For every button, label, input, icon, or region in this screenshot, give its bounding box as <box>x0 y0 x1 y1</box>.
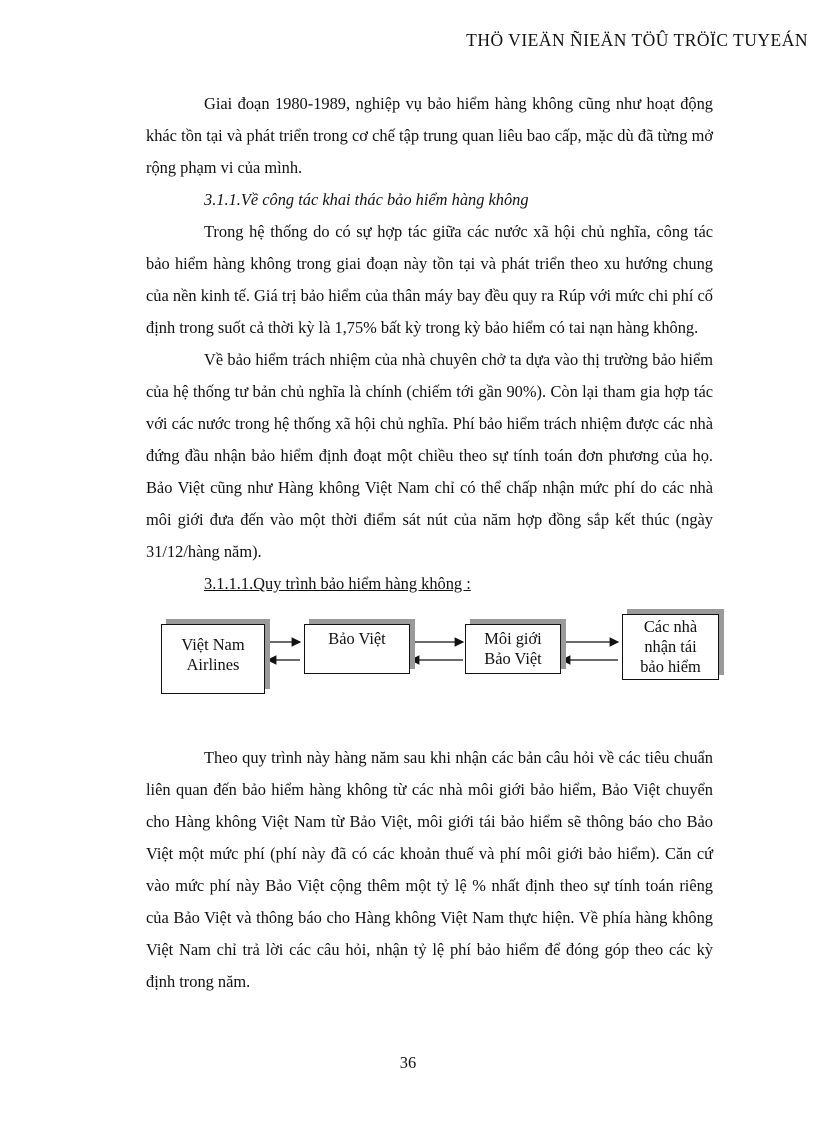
section-heading-3-1-1: 3.1.1.Về công tác khai thác bảo hiểm hàng không <box>204 190 529 209</box>
document-body <box>146 88 713 998</box>
section-heading-3-1-1-1: 3.1.1.1.Quy trình bảo hiểm hàng không : <box>204 574 471 593</box>
insurance-process-diagram <box>158 610 748 720</box>
paragraph-intro: Giai đoạn 1980-1989, nghiệp vụ bảo hiểm hàng không cũng như hoạt động khác tồn tại và phát triển trong cơ chế tập trung quan liêu bao cấp, mặc dù đã từng mở rộng phạm vi của mình. <box>146 94 713 177</box>
box-reinsurers-line2: nhận tái <box>644 637 697 656</box>
box-moi-gioi-line2: Bảo Việt <box>484 649 542 668</box>
box-vietnam-airlines <box>161 624 265 694</box>
paragraph-liability: Về bảo hiểm trách nhiệm của nhà chuyên chở ta dựa vào thị trường bảo hiểm của hệ thống tư bản chủ nghĩa là chính (chiếm tới gần 90%). Còn lại tham gia hợp tác với các nước trong hệ thống xã hội chủ nghĩa. Phí bảo hiểm trách nhiệm được các nhà đứng đầu nhận bảo hiểm định đoạt một chiều theo sự tính toán đơn phương của họ. Bảo Việt cũng như Hàng không Việt Nam chỉ có thể chấp nhận mức phí do các nhà môi giới đưa đến vào một thời điểm sát nút của năm hợp đồng sắp kết thúc (ngày 31/12/hàng năm). <box>146 350 713 561</box>
paragraph-exploitation: Trong hệ thống do có sự hợp tác giữa các nước xã hội chủ nghĩa, công tác bảo hiểm hàng không trong giai đoạn này tồn tại và phát triển theo xu hướng chung của nền kinh tế. Giá trị bảo hiểm của thân máy bay đều quy ra Rúp với mức chi phí cố định trong suốt cả thời kỳ là 1,75% bất kỳ trong kỳ bảo hiểm có tai nạn hàng không. <box>146 222 713 337</box>
paragraph-process-description: Theo quy trình này hàng năm sau khi nhận các bản câu hỏi về các tiêu chuẩn liên quan đến bảo hiểm hàng không từ các nhà môi giới bảo hiểm, Bảo Việt chuyển cho Hàng không Việt Nam từ Bảo Việt, môi giới tái bảo hiểm sẽ thông báo cho Bảo Việt một mức phí (phí này đã có các khoản thuế và phí môi giới bảo hiểm). Căn cứ vào mức phí này Bảo Việt cộng thêm một tỷ lệ % nhất định theo sự tính toán riêng của Bảo Việt và thông báo cho Hàng không Việt Nam thực hiện. Về phía hàng không Việt Nam chỉ trả lời các câu hỏi, nhận tỷ lệ phí bảo hiểm để đóng góp theo các kỳ định trong năm. <box>146 748 713 991</box>
box-reinsurers <box>622 614 719 680</box>
box-vietnam-airlines-line2: Airlines <box>186 655 240 674</box>
box-bao-viet-line1: Bảo Việt <box>328 629 386 648</box>
page-header: THÖ VIEÄN ÑIEÄN TÖÛ TRÖÏC TUYEÁN <box>466 30 808 50</box>
page-number: 36 <box>399 1053 417 1072</box>
box-bao-viet <box>304 624 410 674</box>
box-moi-gioi-line1: Môi giới <box>484 629 542 648</box>
box-vietnam-airlines-line1: Việt Nam <box>181 635 245 654</box>
box-reinsurers-line3: bảo hiểm <box>640 657 701 676</box>
box-moi-gioi-bao-viet <box>465 624 561 674</box>
box-reinsurers-line1: Các nhà <box>643 617 698 636</box>
